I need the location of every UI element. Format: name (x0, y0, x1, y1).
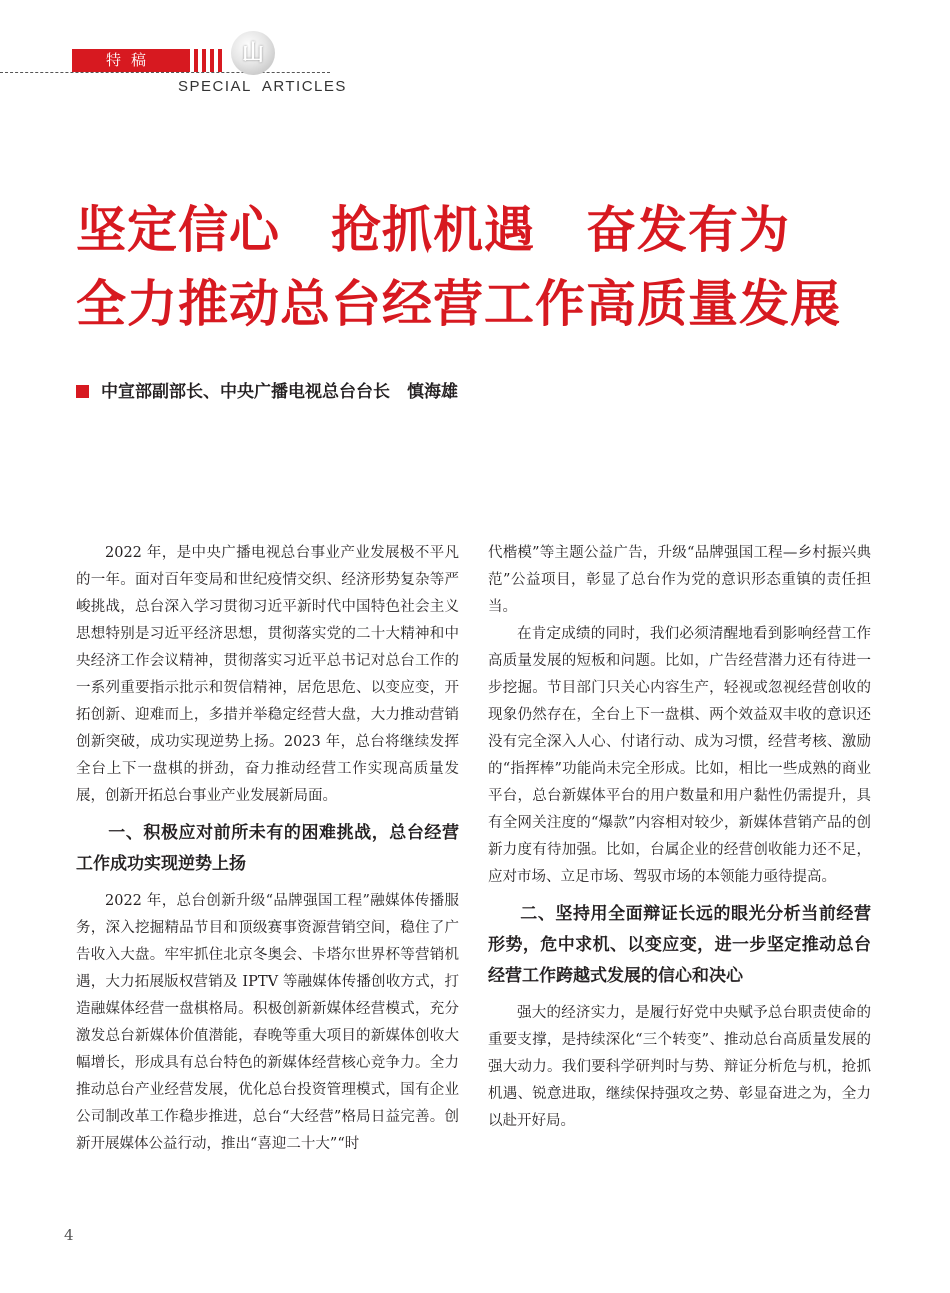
section-heading-2: 二、坚持用全面辩证长远的眼光分析当前经营形势，危中求机、以变应变，进一步坚定推动总台经营工作跨越式发展的信心和决心 (488, 904, 871, 986)
title-line-2: 全力推动总台经营工作高质量发展 (76, 275, 841, 333)
paragraph: 强大的经济实力，是履行好党中央赋予总台职责使命的重要支撑，是持续深化“三个转变”、推动总台高质量发展的强大动力。我们要科学研判时与势、辩证分析危与机，抢抓机遇、锐意进取，继续保持强攻之势、彰显奋进之为，全力以赴开好局。 (488, 1005, 871, 1129)
section-tag: 特稿 (72, 49, 190, 72)
article-title (76, 193, 841, 341)
byline-text: 中宣部副部长、中央广播电视总台台长 慎海雄 (101, 382, 458, 402)
paragraph: 在肯定成绩的同时，我们必须清醒地看到影响经营工作高质量发展的短板和问题。比如，广告经营潜力还有待进一步挖掘。节目部门只关心内容生产，轻视或忽视经营创收的现象仍然存在，全台上下一盘棋、两个效益双丰收的意识还没有完全深入人心、付诸行动、成为习惯，经营考核、激励的“指挥棒”功能尚未完全形成。比如，相比一些成熟的商业平台，总台新媒体平台的用户数量和用户黏性仍需提升，具有全网关注度的“爆款”内容相对较少，新媒体营销产品的创新力度有待加强。比如，台属企业的经营创收能力还不足，应对市场、立足市场、驾驭市场的本领能力亟待提高。 (488, 626, 871, 885)
right-column (488, 540, 871, 1135)
paragraph: 2022 年，总台创新升级“品牌强国工程”融媒体传播服务，深入挖掘精品节目和顶级赛事资源营销空间，稳住了广告收入大盘。牢牢抓住北京冬奥会、卡塔尔世界杯等营销机遇，大力拓展版权营销及 IPTV 等融媒体传播创收方式，打造融媒体经营一盘棋格局。积极创新新媒体经营模式，充分激发总台新媒体价值潜能，春晚等重大项目的新媒体创收大幅增长，形成具有总台特色的新媒体经营核心竞争力。全力推动总台产业经营发展，优化总台投资管理模式，国有企业公司制改革工作稳步推进，总台“大经营”格局日益完善。创新开展媒体公益行动，推出“喜迎二十大”“时 (76, 893, 459, 1152)
section-subtitle: SPECIAL ARTICLES (178, 78, 347, 95)
title-line-1: 坚定信心 抢抓机遇 奋发有为 (76, 201, 790, 259)
byline-square-icon (76, 385, 89, 398)
left-column (76, 540, 459, 1158)
page-number: 4 (64, 1226, 74, 1244)
header-dashed-rule (0, 72, 330, 73)
section-logo-icon: 山 (231, 31, 275, 75)
byline (76, 380, 458, 404)
paragraph: 2022 年，是中央广播电视总台事业产业发展极不平凡的一年。面对百年变局和世纪疫情交织、经济形势复杂等严峻挑战，总台深入学习贯彻习近平新时代中国特色社会主义思想特别是习近平经济思想，贯彻落实党的二十大精神和中央经济工作会议精神，贯彻落实习近平总书记对总台工作的一系列重要指示批示和贺信精神，居危思危、以变应变，开拓创新、迎难而上，多措并举稳定经营大盘，大力推动营销创新突破，成功实现逆势上扬。2023 年，总台将继续发挥全台上下一盘棋的拼劲，奋力推动经营工作实现高质量发展，创新开拓总台事业产业发展新局面。 (76, 545, 459, 804)
paragraph-continued: 代楷模”等主题公益广告，升级“品牌强国工程—乡村振兴典范”公益项目，彰显了总台作为党的意识形态重镇的责任担当。 (488, 545, 871, 615)
section-heading-1: 一、积极应对前所未有的困难挑战，总台经营工作成功实现逆势上扬 (76, 823, 459, 874)
